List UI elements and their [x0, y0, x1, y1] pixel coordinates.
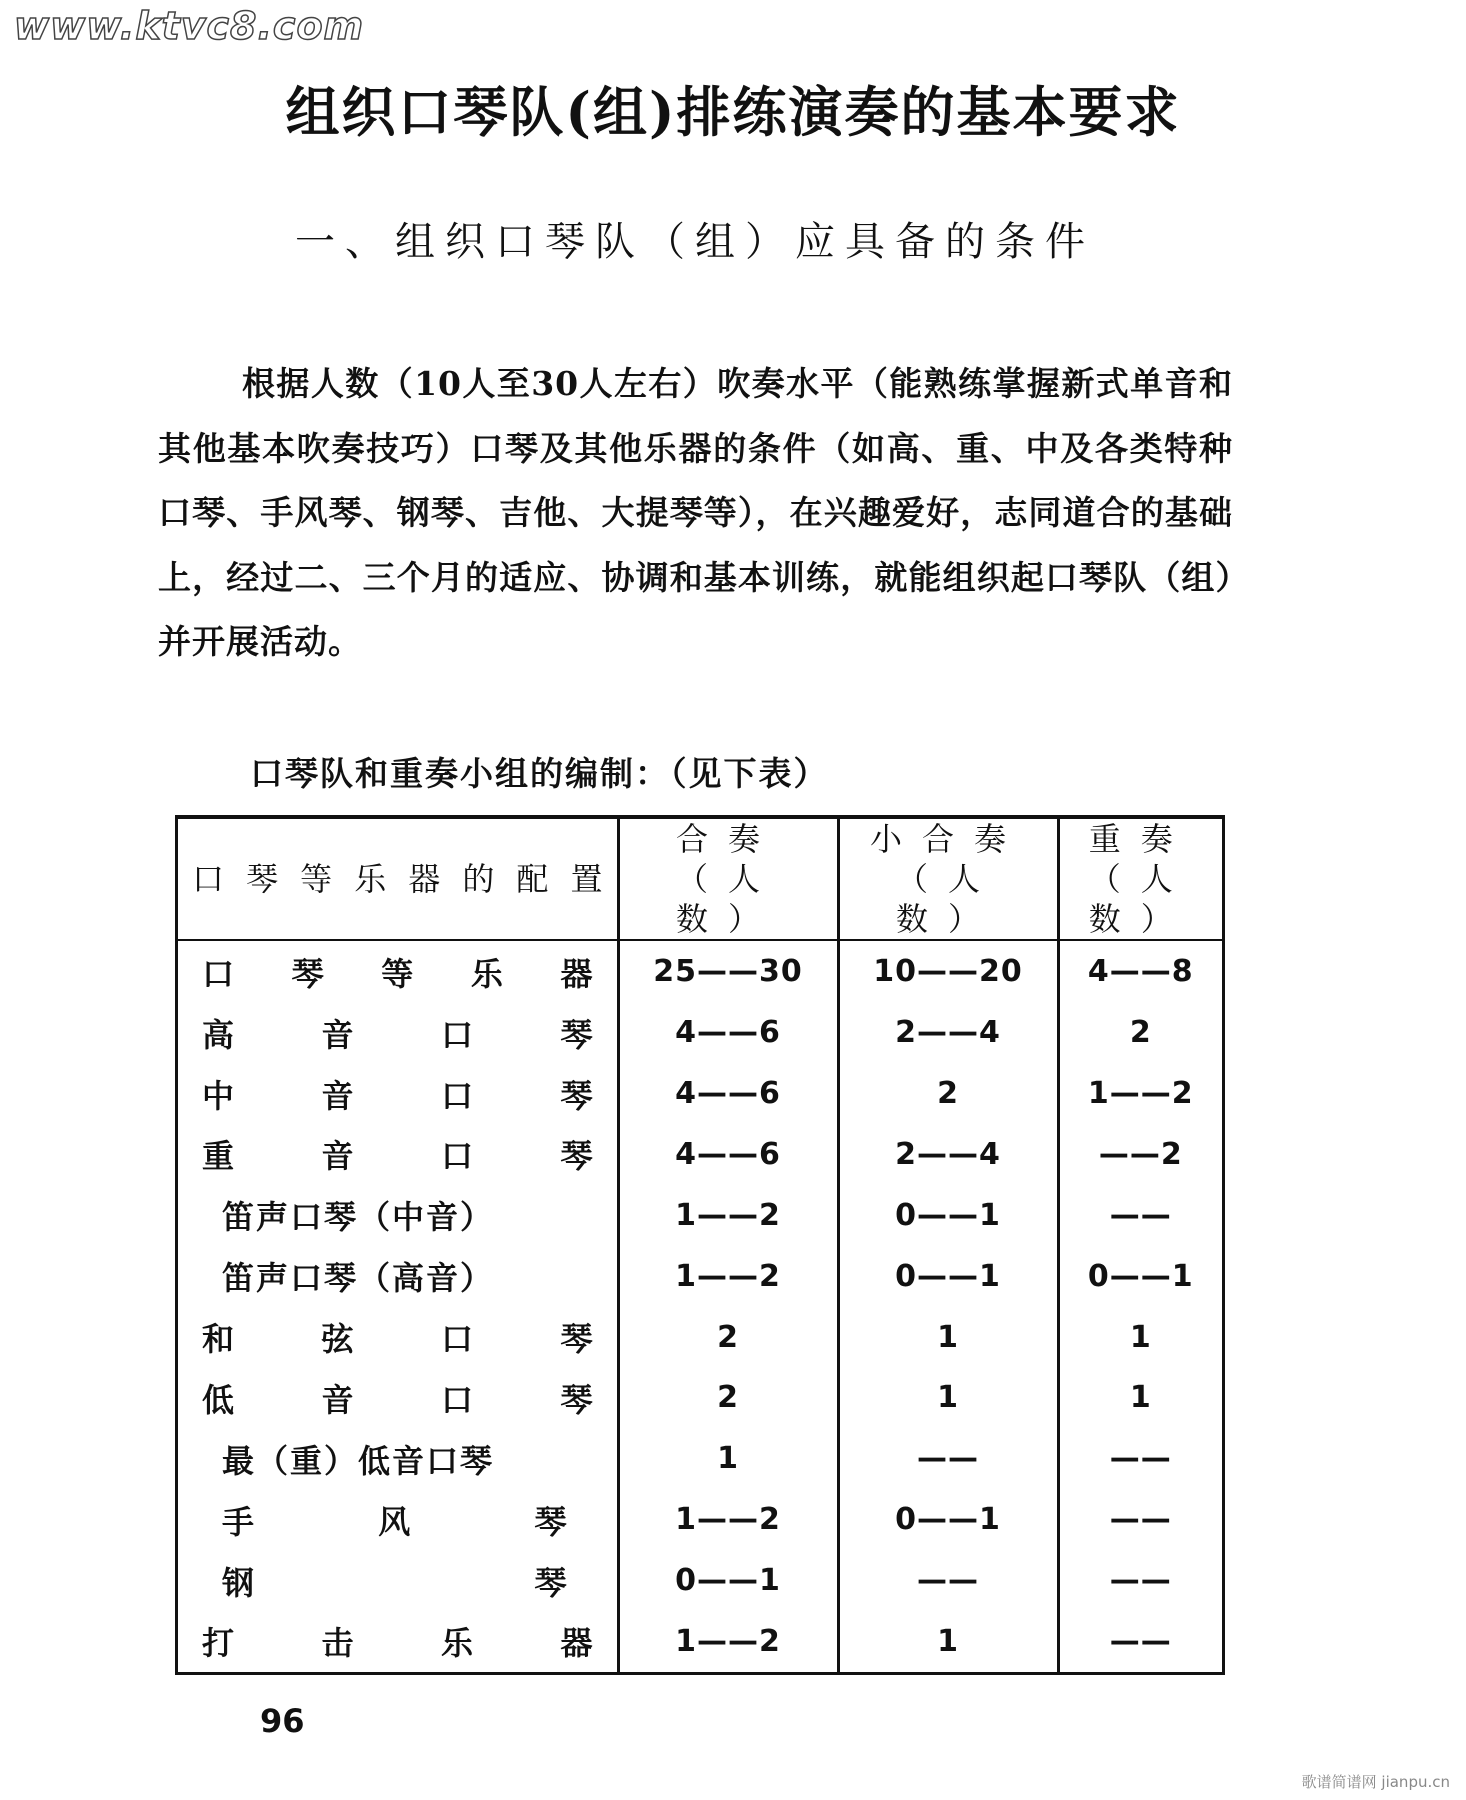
cell-chamber: —— [1058, 1489, 1222, 1550]
row-label: 和弦口琴 [202, 1320, 593, 1359]
cell-ensemble: 1——2 [618, 1246, 838, 1307]
cell-small-ensemble: 2——4 [838, 1124, 1058, 1185]
page-title: 组织口琴队(组)排练演奏的基本要求 [285, 80, 1181, 144]
table-row [178, 940, 1222, 1002]
table-row [178, 1428, 1222, 1489]
cell-ensemble: 2 [618, 1367, 838, 1428]
header-ensemble: 合奏（人数） [618, 819, 838, 940]
cell-chamber: 1 [1058, 1367, 1222, 1428]
cell-chamber: 2 [1058, 1002, 1222, 1063]
table-header-row [178, 819, 1222, 940]
config-table [178, 819, 1222, 1672]
cell-ensemble: 1——2 [618, 1489, 838, 1550]
cell-small-ensemble: 10——20 [838, 940, 1058, 1002]
row-label: 打击乐器 [202, 1624, 593, 1663]
cell-ensemble: 2 [618, 1307, 838, 1368]
row-label: 最（重）低音口琴 [222, 1441, 495, 1480]
row-label: 重音口琴 [202, 1137, 593, 1176]
table-row [178, 1489, 1222, 1550]
cell-chamber: 4——8 [1058, 940, 1222, 1002]
table-row [178, 1550, 1222, 1611]
header-chamber: 重奏（人数） [1058, 819, 1222, 940]
row-label: 手风琴 [222, 1502, 567, 1541]
table-row [178, 1307, 1222, 1368]
header-instrument-config: 口琴等乐器的配置 [178, 819, 618, 940]
cell-small-ensemble: 1 [838, 1367, 1058, 1428]
cell-small-ensemble: 0——1 [838, 1185, 1058, 1246]
row-label: 笛声口琴（中音） [222, 1198, 495, 1237]
cell-chamber: —— [1058, 1428, 1222, 1489]
table-row [178, 1246, 1222, 1307]
cell-ensemble: 1——2 [618, 1611, 838, 1672]
table-row [178, 1124, 1222, 1185]
cell-ensemble: 4——6 [618, 1124, 838, 1185]
cell-chamber: 1——2 [1058, 1063, 1222, 1124]
section-heading: 一、组织口琴队（组）应具备的条件 [295, 219, 1095, 265]
cell-chamber: 1 [1058, 1307, 1222, 1368]
cell-small-ensemble: 1 [838, 1307, 1058, 1368]
table-row [178, 1611, 1222, 1672]
cell-chamber: 0——1 [1058, 1246, 1222, 1307]
cell-chamber: —— [1058, 1550, 1222, 1611]
row-label: 笛声口琴（高音） [222, 1259, 495, 1298]
table-row [178, 1063, 1222, 1124]
watermark-top: www.ktvc8.com [14, 4, 365, 48]
row-label: 钢琴 [222, 1563, 567, 1602]
body-paragraph: 根据人数（10人至30人左右）吹奏水平（能熟练掌握新式单音和其他基本吹奏技巧）口琴及其他乐器的条件（如高、重、中及各类特种口琴、手风琴、钢琴、吉他、大提琴等），在兴趣爱好，志同道合的基础上，经过二、三个月的适应、协调和基本训练，就能组织起口琴队（组）并开展活动。 [158, 364, 1233, 661]
table-row [178, 1002, 1222, 1063]
cell-ensemble: 4——6 [618, 1063, 838, 1124]
cell-small-ensemble: 2 [838, 1063, 1058, 1124]
cell-small-ensemble: 2——4 [838, 1002, 1058, 1063]
cell-chamber: —— [1058, 1611, 1222, 1672]
cell-small-ensemble: 0——1 [838, 1489, 1058, 1550]
cell-ensemble: 1——2 [618, 1185, 838, 1246]
cell-chamber: ——2 [1058, 1124, 1222, 1185]
cell-chamber: —— [1058, 1185, 1222, 1246]
row-label: 低音口琴 [202, 1380, 593, 1419]
header-small-ensemble: 小合奏（人数） [838, 819, 1058, 940]
row-label: 高音口琴 [202, 1015, 593, 1054]
page-number: 96 [260, 1702, 305, 1740]
table-caption: 口琴队和重奏小组的编制：（见下表） [250, 754, 829, 793]
cell-ensemble: 1 [618, 1428, 838, 1489]
row-label: 中音口琴 [202, 1076, 593, 1115]
cell-small-ensemble: —— [838, 1550, 1058, 1611]
table-row [178, 1185, 1222, 1246]
table-row [178, 1367, 1222, 1428]
row-label: 口琴等乐器 [202, 954, 593, 993]
cell-ensemble: 4——6 [618, 1002, 838, 1063]
cell-small-ensemble: —— [838, 1428, 1058, 1489]
cell-ensemble: 0——1 [618, 1550, 838, 1611]
cell-small-ensemble: 0——1 [838, 1246, 1058, 1307]
config-table-frame [175, 815, 1225, 1675]
cell-ensemble: 25——30 [618, 940, 838, 1002]
watermark-bottom: 歌谱简谱网 jianpu.cn [1301, 1773, 1450, 1791]
cell-small-ensemble: 1 [838, 1611, 1058, 1672]
